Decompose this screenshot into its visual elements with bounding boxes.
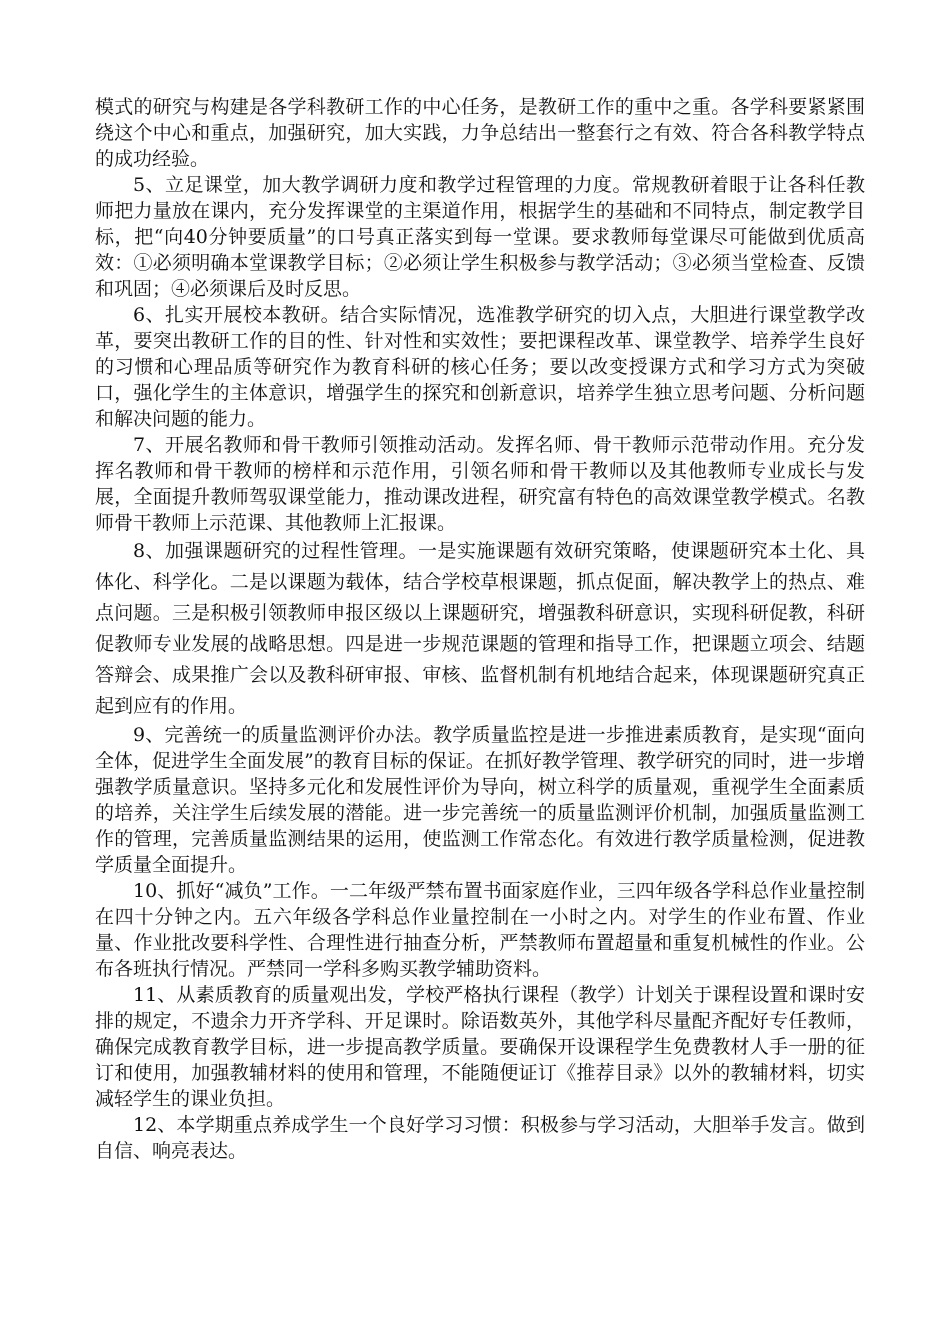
paragraph-model-research: 模式的研究与构建是各学科教研工作的中心任务，是教研工作的重中之重。各学科要紧紧围绕这个中心和重点，加强研究，加大实践，力争总结出一整套行之有效、符合各科教学特点的成功经验。 bbox=[95, 96, 865, 170]
paragraph-item-11: 11、从素质教育的质量观出发，学校严格执行课程（教学）计划关于课程设置和课时安排的规定，不遗余力开齐学科、开足课时。除语数英外，其他学科尽量配齐配好专任教师，确保完成教育教学目标，进一步提高教学质量。要确保开设课程学生免费教材人手一册的征订和使用，加强教辅材料的使用和管理，不能随便证订《推荐目录》以外的教辅材料，切实减轻学生的课业负担。 bbox=[95, 984, 865, 1110]
paragraph-item-5: 5、立足课堂，加大教学调研力度和教学过程管理的力度。常规教研着眼于让各科任教师把力量放在课内，充分发挥课堂的主渠道作用，根据学生的基础和不同特点，制定教学目标，把“向40分钟要质量”的口号真正落实到每一堂课。要求教师每堂课尽可能做到优质高效：①必须明确本堂课教学目标；②必须让学生积极参与教学活动；③必须当堂检查、反馈和巩固；④必须课后及时反思。 bbox=[95, 174, 865, 300]
paragraph-item-10: 10、抓好“减负”工作。一二年级严禁布置书面家庭作业，三四年级各学科总作业量控制在四十分钟之内。五六年级各学科总作业量控制在一小时之内。对学生的作业布置、作业量、作业批改要科学性、合理性进行抽查分析，严禁教师布置超量和重复机械性的作业。公布各班执行情况。严禁同一学科多购买教学辅助资料。 bbox=[95, 880, 865, 980]
paragraph-item-9: 9、完善统一的质量监测评价办法。教学质量监控是进一步推进素质教育，是实现“面向全体，促进学生全面发展”的教育目标的保证。在抓好教学管理、教学研究的同时，进一步增强教学质量意识。坚持多元化和发展性评价为导向，树立科学的质量观，重视学生全面素质的培养，关注学生后续发展的潜能。进一步完善统一的质量监测评价机制，加强质量监测工作的管理，完善质量监测结果的运用，使监测工作常态化。有效进行教学质量检测，促进教学质量全面提升。 bbox=[95, 724, 865, 876]
paragraph-item-7: 7、开展名教师和骨干教师引领推动活动。发挥名师、骨干教师示范带动作用。充分发挥名教师和骨干教师的榜样和示范作用，引领名师和骨干教师以及其他教师专业成长与发展，全面提升教师驾驭课堂能力，推动课改进程，研究富有特色的高效课堂教学模式。名教师骨干教师上示范课、其他教师上汇报课。 bbox=[95, 434, 865, 534]
paragraph-item-6: 6、扎实开展校本教研。结合实际情况，选准教学研究的切入点，大胆进行课堂教学改革，要突出教研工作的目的性、针对性和实效性；要把课程改革、课堂教学、培养学生良好的习惯和心理品质等研究作为教育科研的核心任务；要以改变授课方式和学习方式为突破口，强化学生的主体意识，增强学生的探究和创新意识，培养学生独立思考问题、分析问题和解决问题的能力。 bbox=[95, 304, 865, 430]
document-body bbox=[95, 94, 865, 1164]
paragraph-item-12: 12、本学期重点养成学生一个良好学习习惯：积极参与学习活动，大胆举手发言。做到自信、响亮表达。 bbox=[95, 1114, 865, 1162]
paragraph-item-8: 8、加强课题研究的过程性管理。一是实施课题有效研究策略，使课题研究本土化、具体化、科学化。二是以课题为载体，结合学校草根课题，抓点促面，解决教学上的热点、难点问题。三是积极引领教师申报区级以上课题研究，增强教科研意识，实现科研促教，科研促教师专业发展的战略思想。四是进一步规范课题的管理和指导工作，把课题立项会、结题答辩会、成果推广会以及教科研审报、审核、监督机制有机地结合起来，体现课题研究真正起到应有的作用。 bbox=[95, 540, 865, 717]
